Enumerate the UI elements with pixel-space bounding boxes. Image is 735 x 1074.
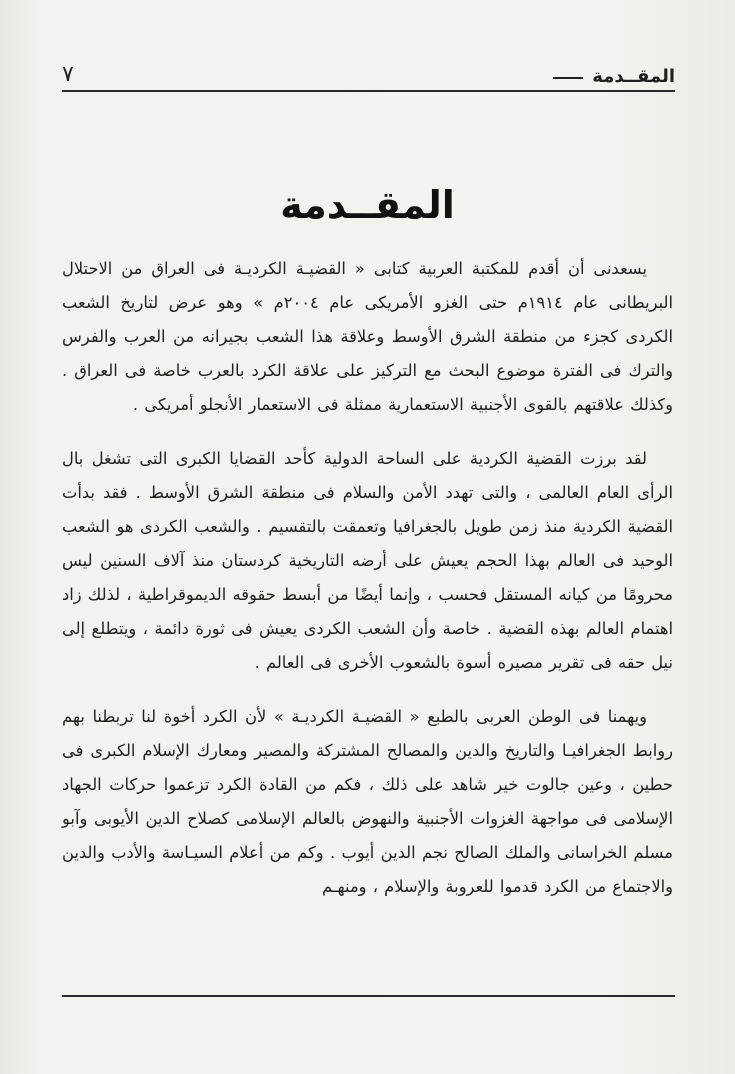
page-number: ٧ [62,62,74,87]
paragraph-2: لقد برزت القضية الكردية على الساحة الدولية كأحد القضايا الكبرى التى تشغل بال الرأى العام العالمى ، والتى تهدد الأمن والسلام فى منطقة الشرق الأوسط . فقد بدأت القضية الكردية منذ زمن طويل بالجغرافيا وتعمقت بالتقسيم . والشعب الكردى هو الشعب الوحيد فى العالم بهذا الحجم يعيش على أرضه التاريخية كردستان منذ آلاف السنين ليس محرومًا من كيانه المستقل فحسب ، وإنما أيضًا من أبسط حقوقه الديموقراطية ، لذلك زاد اهتمام العالم بهذه القضية . خاصة وأن الشعب الكردى يعيش فى ثورة دائمة ، ويتطلع إلى نيل حقه فى تقرير مصيره أسوة بالشعوب الأخرى فى العالم . [62,449,673,672]
paragraph-1: يسعدنى أن أقدم للمكتبة العربية كتابى « القضيـة الكرديـة فى العراق من الاحتلال البريطانى عام ١٩١٤م حتى الغزو الأمريكى عام ٢٠٠٤م » وهو عرض لتاريخ الشعب الكردى كجزء من منطقة الشرق الأوسط وعلاقة هذا الشعب بجيرانه من العرب والفرس والترك فى الفترة موضوع البحث مع التركيز على علاقة الكرد بالعرب خاصة فى العراق . وكذلك علاقتهم بالقوى الأجنبية الاستعمارية ممثلة فى الاستعمار الأنجلو أمريكى . [62,259,673,414]
footer-rule [62,995,675,997]
body-text [62,252,673,924]
header-rule [62,90,675,92]
chapter-title: المقــدمة [280,183,455,227]
paragraph-3: ويهمنا فى الوطن العربى بالطبع « القضيـة الكرديـة » لأن الكرد أخوة لنا تربطنا بهم روابط الجغرافيـا والتاريخ والدين والمصالح المشتركة والمصير ومعارك الإسلام الكبرى فى حطين ، وعين جالوت خير شاهد على ذلك ، فكم من القادة الكرد تزعموا حركات الجهاد الإسلامى فى مواجهة الغزوات الأجنبية والنهوض بالعالم الإسلامى كصلاح الدين الأيوبى وآبو مسلم الخراسانى والملك الصالح نجم الدين أيوب . وكم من أعلام السيـاسة والأدب والدين والاجتماع من الكرد قدموا للعروبة والإسلام ، ومنهـم [62,707,673,896]
running-header [62,62,675,88]
running-title: المقــدمة [592,66,675,87]
header-dash [553,77,583,79]
